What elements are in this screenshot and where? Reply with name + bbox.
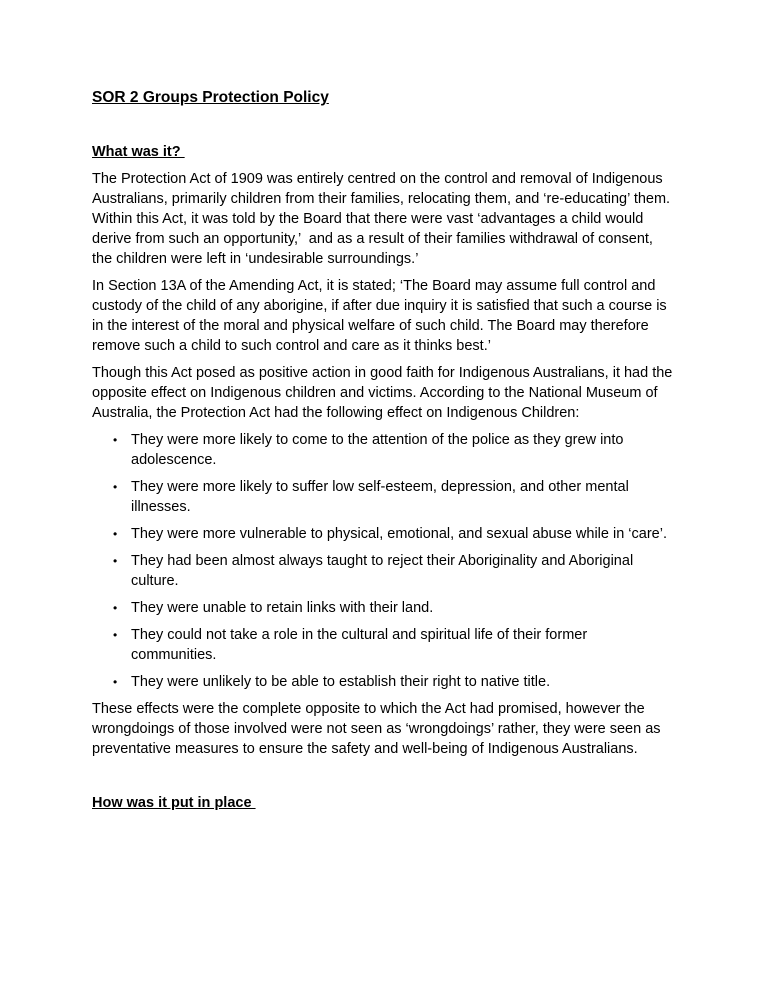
list-item: [92, 551, 676, 591]
list-item-text: They were more vulnerable to physical, emotional, and sexual abuse while in ‘care’.: [131, 526, 667, 542]
list-item: [92, 672, 676, 692]
bullet-icon: •: [113, 433, 118, 447]
document-title: SOR 2 Groups Protection Policy: [92, 89, 329, 106]
list-item: [92, 625, 676, 665]
list-item-text: They had been almost always taught to reject their Aboriginality and Aboriginal culture.: [131, 553, 638, 589]
bullet-icon: •: [113, 480, 118, 494]
effects-list: [92, 430, 676, 692]
list-item-text: They were unable to retain links with their land.: [131, 600, 434, 616]
list-item: [92, 477, 676, 517]
list-item: [92, 524, 676, 544]
bullet-icon: •: [113, 554, 118, 568]
list-item-text: They were more likely to come to the attention of the police as they grew into adolescence.: [131, 432, 628, 468]
section-heading-what-was-it: What was it?: [92, 144, 185, 160]
paragraph-effects-conclusion: These effects were the complete opposite to which the Act had promised, however the wrongdoings of those involved were not seen as ‘wrongdoings’ rather, they were seen as preventative measures to ensure the safety and well-being of Indigenous Australians.: [92, 701, 665, 757]
bullet-icon: •: [113, 628, 118, 642]
section-heading-how-was-it-put-in-place: How was it put in place: [92, 795, 256, 811]
list-item: [92, 430, 676, 470]
bullet-icon: •: [113, 601, 118, 615]
bullet-icon: •: [113, 527, 118, 541]
list-item-text: They were unlikely to be able to establish their right to native title.: [131, 674, 551, 690]
list-item-text: They were more likely to suffer low self-esteem, depression, and other mental illnesses.: [131, 479, 633, 515]
bullet-icon: •: [113, 675, 118, 689]
paragraph-section-13a-quote: In Section 13A of the Amending Act, it is stated; ‘The Board may assume full control and custody of the child of any aborigine, if after due inquiry it is satisfied that such a course is in the interest of the moral and physical welfare of such child. The Board may therefore remove such a child to such control and care as it thinks best.’: [92, 278, 671, 354]
list-item: [92, 598, 676, 618]
paragraph-protection-act-overview: The Protection Act of 1909 was entirely centred on the control and removal of Indigenous Australians, primarily children from their families, relocating them, and ‘re-educating’ them. Within this Act, it was told by the Board that there were vast ‘advantages a child would derive from such an opportunity,’ and as a result of their families withdrawal of consent, the children were left in ‘undesirable surroundings.’: [92, 171, 675, 267]
paragraph-opposite-effect-intro: Though this Act posed as positive action in good faith for Indigenous Australians, it had the opposite effect on Indigenous children and victims. According to the National Museum of Australia, the Protection Act had the following effect on Indigenous Children:: [92, 365, 677, 421]
list-item-text: They could not take a role in the cultural and spiritual life of their former communities.: [131, 627, 592, 663]
